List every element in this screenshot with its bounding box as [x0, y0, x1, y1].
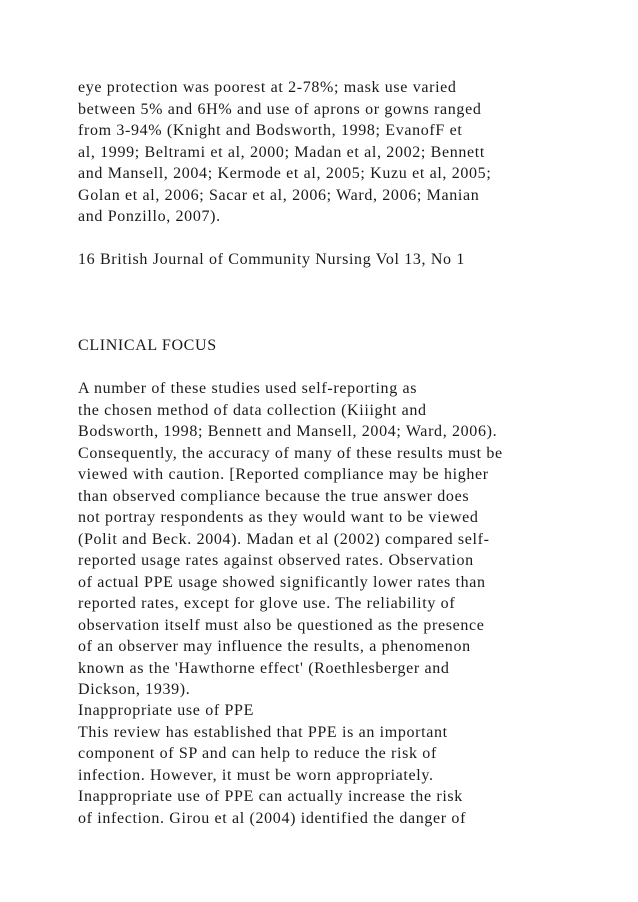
text-line: from 3-94% (Knight and Bodsworth, 1998; EvanofF et [78, 122, 463, 139]
text-line: of an observer may influence the results, a phenomenon [78, 638, 471, 655]
paragraph-inappropriate-use [78, 700, 466, 829]
section-header-text: CLINICAL FOCUS [78, 337, 217, 354]
text-line: not portray respondents as they would want to be viewed [78, 509, 479, 526]
section-header [78, 335, 217, 357]
text-line: than observed compliance because the true answer does [78, 487, 470, 505]
text-line: (Polit and Beck. 2004). Madan et al (2002) compared self- [78, 530, 490, 548]
text-line: viewed with caution. [Reported compliance may be higher [78, 466, 489, 483]
text-line: A number of these studies used self-reporting as [78, 380, 418, 397]
text-line: component of SP and can help to reduce the risk of [78, 745, 437, 762]
subheading: Inappropriate use of PPE [78, 702, 255, 719]
text-line: and Mansell, 2004; Kermode et al, 2005; Kuzu et al, 2005; [78, 165, 492, 182]
text-line: al, 1999; Beltrami et al, 2000; Madan et al, 2002; Bennett [78, 143, 485, 161]
text-line: Golan et al, 2006; Sacar et al, 2006; Ward, 2006; Manian [78, 186, 480, 204]
text-line: Bodsworth, 1998; Bennett and Mansell, 2004; Ward, 2006). [78, 423, 498, 440]
text-line: reported usage rates against observed rates. Observation [78, 552, 474, 569]
text-line: known as the 'Hawthorne effect' (Roethlesberger and [78, 659, 450, 677]
text-line: the chosen method of data collection (Kiiight and [78, 401, 427, 419]
text-line: Inappropriate use of PPE can actually increase the risk [78, 788, 463, 805]
footer-text: 16 British Journal of Community Nursing Vol 13, No 1 [78, 251, 466, 268]
text-line: reported rates, except for glove use. The reliability of [78, 595, 456, 612]
text-line: Consequently, the accuracy of many of these results must be [78, 444, 503, 462]
text-line: between 5% and 6H% and use of aprons or gowns ranged [78, 100, 482, 118]
text-line: observation itself must also be questioned as the presence [78, 616, 485, 634]
text-line: of infection. Girou et al (2004) identified the danger of [78, 809, 467, 827]
paragraph-ppe-usage-rates [78, 77, 491, 228]
text-line: infection. However, it must be worn appropriately. [78, 766, 434, 784]
text-line: This review has established that PPE is an important [78, 723, 448, 741]
paragraph-self-reporting [78, 378, 503, 701]
text-line: and Ponzillo, 2007). [78, 208, 221, 225]
journal-footer-citation [78, 249, 465, 271]
text-line: of actual PPE usage showed significantly lower rates than [78, 573, 486, 591]
text-line: Dickson, 1939). [78, 681, 191, 698]
text-line: eye protection was poorest at 2-78%; mask use varied [78, 79, 457, 96]
